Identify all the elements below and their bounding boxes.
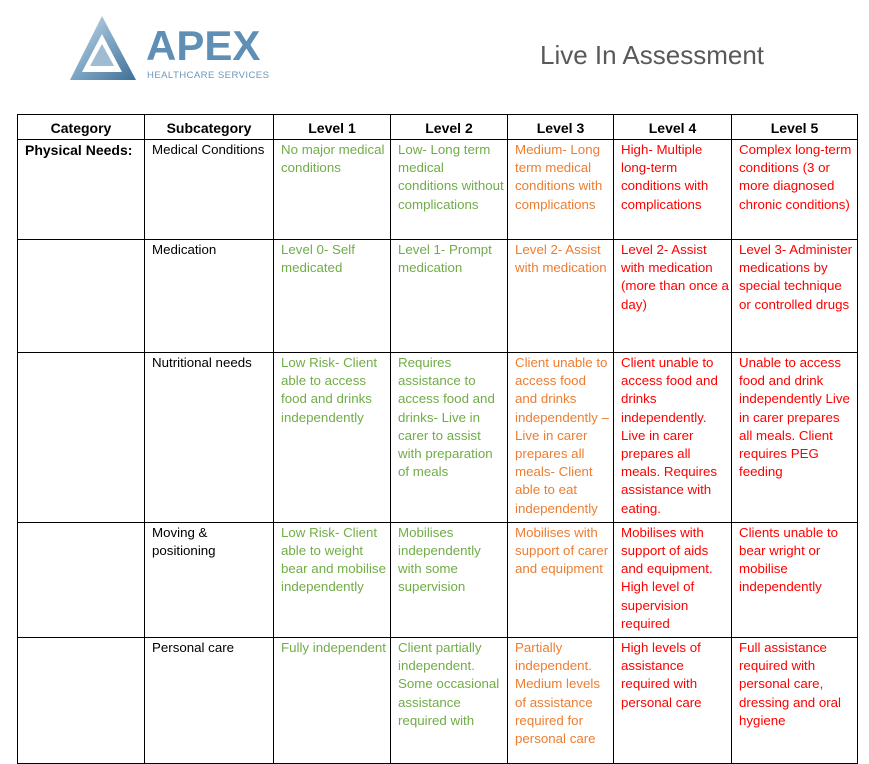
table-row xyxy=(18,140,858,240)
subcategory-cell: Personal care xyxy=(145,638,274,764)
level-5-cell: Unable to access food and drink independently Live in carer prepares all meals. Client requires PEG feeding xyxy=(732,353,858,523)
level-5-cell: Complex long-term conditions (3 or more diagnosed chronic conditions) xyxy=(732,140,858,240)
table-row xyxy=(18,353,858,523)
logo-name: APEX xyxy=(146,22,261,69)
level-1-cell: Fully independent xyxy=(274,638,391,764)
level-4-cell: Mobilises with support of aids and equipment. High level of supervision required xyxy=(614,522,732,637)
apex-logo xyxy=(70,14,290,88)
level-4-cell: High- Multiple long-term conditions with complications xyxy=(614,140,732,240)
level-4-cell: High levels of assistance required with personal care xyxy=(614,638,732,764)
level-4-cell: Level 2- Assist with medication (more than once a day) xyxy=(614,240,732,353)
level-2-cell: Level 1- Prompt medication xyxy=(391,240,508,353)
category-cell xyxy=(18,353,145,523)
table-row xyxy=(18,638,858,764)
level-1-cell: Low Risk- Client able to weight bear and mobilise independently xyxy=(274,522,391,637)
table-row xyxy=(18,522,858,637)
category-cell xyxy=(18,638,145,764)
header-subcategory: Subcategory xyxy=(145,115,274,140)
logo-tagline: HEALTHCARE SERVICES xyxy=(147,70,270,81)
level-3-cell: Client unable to access food and drinks independently – Live in carer prepares all meals- Client able to eat independently xyxy=(508,353,614,523)
subcategory-cell: Medical Conditions xyxy=(145,140,274,240)
subcategory-cell: Moving & positioning xyxy=(145,522,274,637)
assessment-table xyxy=(17,114,858,764)
header-level-3: Level 3 xyxy=(508,115,614,140)
header-level-5: Level 5 xyxy=(732,115,858,140)
category-cell xyxy=(18,522,145,637)
page-title: Live In Assessment xyxy=(540,40,764,70)
level-5-cell: Clients unable to bear wright or mobilise independently xyxy=(732,522,858,637)
level-3-cell: Medium- Long term medical conditions with complications xyxy=(508,140,614,240)
apex-logo-mark xyxy=(70,14,290,88)
level-1-cell: No major medical conditions xyxy=(274,140,391,240)
level-4-cell: Client unable to access food and drinks independently. Live in carer prepares all meals. Requires assistance with eating. xyxy=(614,353,732,523)
level-2-cell: Low- Long term medical conditions without complications xyxy=(391,140,508,240)
level-2-cell: Client partially independent. Some occasional assistance required with xyxy=(391,638,508,764)
level-5-cell: Full assistance required with personal care, dressing and oral hygiene xyxy=(732,638,858,764)
level-3-cell: Mobilises with support of carer and equipment xyxy=(508,522,614,637)
level-1-cell: Level 0- Self medicated xyxy=(274,240,391,353)
header-category: Category xyxy=(18,115,145,140)
subcategory-cell: Medication xyxy=(145,240,274,353)
level-3-cell: Partially independent. Medium levels of assistance required for personal care xyxy=(508,638,614,764)
category-cell xyxy=(18,240,145,353)
header-level-2: Level 2 xyxy=(391,115,508,140)
level-2-cell: Requires assistance to access food and drinks- Live in carer to assist with preparation of meals xyxy=(391,353,508,523)
category-cell: Physical Needs: xyxy=(18,140,145,240)
table-row xyxy=(18,240,858,353)
level-5-cell: Level 3- Administer medications by special technique or controlled drugs xyxy=(732,240,858,353)
header-level-4: Level 4 xyxy=(614,115,732,140)
level-3-cell: Level 2- Assist with medication xyxy=(508,240,614,353)
header-level-1: Level 1 xyxy=(274,115,391,140)
subcategory-cell: Nutritional needs xyxy=(145,353,274,523)
level-1-cell: Low Risk- Client able to access food and drinks independently xyxy=(274,353,391,523)
level-2-cell: Mobilises independently with some supervision xyxy=(391,522,508,637)
table-header-row xyxy=(18,115,858,140)
